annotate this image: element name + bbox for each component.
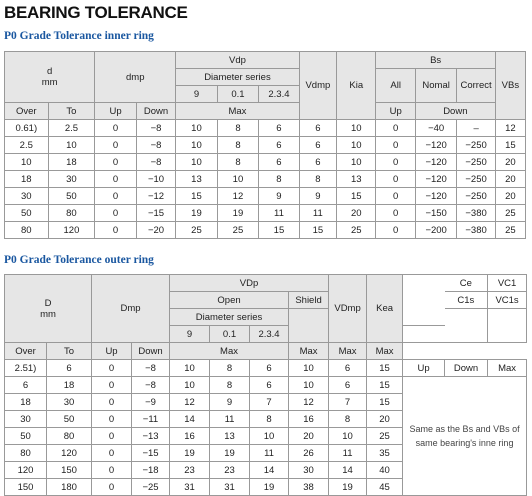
header-all: All: [376, 69, 415, 103]
header-vdmp: VDmp: [329, 275, 367, 343]
table-cell: 20: [337, 205, 376, 222]
table-cell: 11: [250, 445, 289, 462]
table-cell: 8: [259, 171, 299, 188]
table-cell: 23: [210, 462, 250, 479]
table-cell: −12: [136, 188, 175, 205]
table-cell: −15: [136, 205, 175, 222]
table-cell: 19: [210, 445, 250, 462]
table-cell: 180: [47, 479, 92, 496]
table-cell: 9: [299, 188, 336, 205]
table-row: [5, 154, 526, 171]
table-cell: 120: [47, 445, 92, 462]
table-cell: 6: [5, 377, 47, 394]
table-cell: −120: [415, 171, 457, 188]
table-cell: 13: [210, 428, 250, 445]
table-cell: 6: [259, 137, 299, 154]
table-cell: 2.51): [5, 360, 47, 377]
table-cell: 0: [92, 394, 132, 411]
table-cell: 10: [176, 120, 218, 137]
header-over: Over: [5, 103, 49, 120]
table-cell: 120: [5, 462, 47, 479]
table-cell: 0: [95, 154, 137, 171]
table-cell: 11: [259, 205, 299, 222]
table-cell: 10: [337, 154, 376, 171]
table-cell: 8: [210, 377, 250, 394]
header-series-234: 2.3.4: [250, 326, 289, 343]
table-cell: 0: [95, 137, 137, 154]
table-cell: 50: [48, 188, 95, 205]
table-cell: 20: [495, 171, 525, 188]
table-cell: 6: [250, 377, 289, 394]
table-cell: 0: [376, 120, 415, 137]
header-ce-up: Up: [403, 360, 445, 377]
header-to: To: [48, 103, 95, 120]
table-cell: 25: [337, 222, 376, 239]
table-cell: 50: [47, 411, 92, 428]
table-cell: 19: [176, 205, 218, 222]
header-d: D mm: [5, 275, 92, 343]
table-cell: −9: [132, 394, 170, 411]
header-blank-c1s: [445, 309, 488, 343]
table-cell: 6: [299, 137, 336, 154]
table-cell: −8: [132, 360, 170, 377]
table-cell: 10: [289, 377, 329, 394]
table-cell: 15: [176, 188, 218, 205]
table-cell: 8: [217, 154, 259, 171]
header-up: Up: [95, 103, 137, 120]
table-cell: −120: [415, 154, 457, 171]
header-kia: Kia: [337, 52, 376, 120]
header-blank-vc1s: [488, 309, 527, 343]
table-cell: 25: [367, 428, 403, 445]
table-cell: 10: [176, 137, 218, 154]
table-cell: 11: [299, 205, 336, 222]
header-vc1: VC1: [488, 275, 527, 292]
header-row-units: [5, 343, 527, 360]
table-cell: 0: [376, 222, 415, 239]
table-cell: −8: [136, 137, 175, 154]
header-vdp: VDp: [170, 275, 329, 292]
table-cell: 150: [5, 479, 47, 496]
table-row: [5, 377, 527, 394]
header-d: d mm: [5, 52, 95, 103]
table-cell: 30: [47, 394, 92, 411]
table-cell: 18: [48, 154, 95, 171]
header-ce: Ce: [445, 275, 488, 292]
table-cell: 16: [170, 428, 210, 445]
table-cell: −250: [457, 137, 495, 154]
table-cell: 35: [367, 445, 403, 462]
inner-ring-tolerance-table: [4, 51, 526, 239]
table-cell: 9: [210, 394, 250, 411]
table-cell: −8: [136, 120, 175, 137]
table-cell: 13: [176, 171, 218, 188]
table-cell: 31: [170, 479, 210, 496]
header-blank-c: [403, 326, 445, 343]
table-cell: 10: [176, 154, 218, 171]
table-cell: 7: [250, 394, 289, 411]
table-cell: 15: [367, 360, 403, 377]
table-cell: 11: [210, 411, 250, 428]
table-cell: 20: [495, 188, 525, 205]
outer-ring-tolerance-table: [4, 274, 527, 496]
table-cell: −120: [415, 188, 457, 205]
table-cell: 6: [329, 377, 367, 394]
table-cell: 2.5: [5, 137, 49, 154]
table-cell: 19: [217, 205, 259, 222]
table-cell: 12: [217, 188, 259, 205]
table-cell: 26: [289, 445, 329, 462]
table-cell: 80: [5, 445, 47, 462]
table-cell: 12: [495, 120, 525, 137]
table-cell: 0: [376, 154, 415, 171]
table-cell: 15: [299, 222, 336, 239]
table-cell: 10: [337, 137, 376, 154]
table-cell: 150: [47, 462, 92, 479]
header-down: Down: [136, 103, 175, 120]
header-to: To: [47, 343, 92, 360]
inner-ring-title: P0 Grade Tolerance inner ring: [4, 30, 154, 42]
header-vdmp-max: Max: [329, 343, 367, 360]
table-cell: 30: [5, 411, 47, 428]
table-cell: 12: [289, 394, 329, 411]
outer-ring-title: P0 Grade Tolerance outer ring: [4, 254, 154, 266]
table-cell: −200: [415, 222, 457, 239]
table-cell: 80: [47, 428, 92, 445]
table-cell: 0: [95, 222, 137, 239]
table-cell: 0: [92, 428, 132, 445]
table-cell: 18: [5, 171, 49, 188]
table-cell: −250: [457, 171, 495, 188]
table-row: [5, 171, 526, 188]
table-cell: −25: [132, 479, 170, 496]
table-cell: −40: [415, 120, 457, 137]
table-cell: 11: [329, 445, 367, 462]
header-c1s: C1s: [445, 292, 488, 309]
header-correct: Correct: [457, 69, 495, 103]
table-cell: 30: [5, 188, 49, 205]
table-cell: −18: [132, 462, 170, 479]
table-cell: −380: [457, 222, 495, 239]
table-cell: 0: [92, 445, 132, 462]
table-cell: −10: [136, 171, 175, 188]
table-cell: 10: [329, 428, 367, 445]
header-vdp-max: Max: [170, 343, 289, 360]
header-ce-down: Down: [445, 360, 488, 377]
table-cell: 19: [250, 479, 289, 496]
table-cell: 10: [170, 377, 210, 394]
table-cell: 12: [170, 394, 210, 411]
table-cell: 6: [250, 360, 289, 377]
header-normal: Nomal: [415, 69, 457, 103]
table-cell: 6: [299, 120, 336, 137]
table-cell: −15: [132, 445, 170, 462]
table-cell: 0: [376, 137, 415, 154]
table-cell: 14: [170, 411, 210, 428]
table-cell: 38: [289, 479, 329, 496]
table-cell: 0: [95, 188, 137, 205]
table-cell: 10: [5, 154, 49, 171]
table-cell: 13: [337, 171, 376, 188]
table-cell: 10: [289, 360, 329, 377]
table-cell: 7: [329, 394, 367, 411]
header-over: Over: [5, 343, 47, 360]
table-cell: 6: [329, 360, 367, 377]
header-up: Up: [92, 343, 132, 360]
table-cell: −8: [136, 154, 175, 171]
table-cell: 10: [170, 360, 210, 377]
table-cell: 0: [95, 120, 137, 137]
table-cell: 8: [210, 360, 250, 377]
header-shield-blank: [289, 309, 329, 343]
table-cell: 18: [47, 377, 92, 394]
table-cell: 0: [92, 360, 132, 377]
table-cell: 14: [250, 462, 289, 479]
table-cell: 10: [250, 428, 289, 445]
header-dmp: Dmp: [92, 275, 170, 343]
table-cell: 15: [259, 222, 299, 239]
table-cell: 10: [48, 137, 95, 154]
table-cell: 6: [259, 154, 299, 171]
table-cell: 50: [5, 428, 47, 445]
table-row: [5, 120, 526, 137]
table-cell: −120: [415, 137, 457, 154]
table-row: [5, 188, 526, 205]
table-cell: −150: [415, 205, 457, 222]
header-series-9: 9: [170, 326, 210, 343]
table-cell: 25: [495, 205, 525, 222]
table-cell: 6: [259, 120, 299, 137]
table-cell: 31: [210, 479, 250, 496]
table-cell: 30: [289, 462, 329, 479]
table-cell: 20: [289, 428, 329, 445]
table-cell: 0: [92, 462, 132, 479]
table-cell: 120: [48, 222, 95, 239]
table-cell: 0: [92, 479, 132, 496]
table-cell: 9: [259, 188, 299, 205]
table-cell: 23: [170, 462, 210, 479]
header-bs-up: Up: [376, 103, 415, 120]
table-cell: −250: [457, 154, 495, 171]
header-open: Open: [170, 292, 289, 309]
table-cell: 45: [367, 479, 403, 496]
header-vc1s: VC1s: [488, 292, 527, 309]
table-cell: 50: [5, 205, 49, 222]
header-bs: Bs: [376, 52, 495, 69]
table-cell: 80: [5, 222, 49, 239]
table-cell: 18: [5, 394, 47, 411]
table-cell: 0.61): [5, 120, 49, 137]
table-cell: −11: [132, 411, 170, 428]
outer-ring-note: Same as the Bs and VBs of same bearing's inne ring: [403, 377, 527, 496]
table-cell: 19: [170, 445, 210, 462]
table-cell: 40: [367, 462, 403, 479]
header-blank: [403, 275, 445, 326]
header-shield-max: Max: [289, 343, 329, 360]
table-row: [5, 137, 526, 154]
header-vdp: Vdp: [176, 52, 299, 69]
header-vc-max: Max: [488, 360, 527, 377]
header-series-234: 2.3.4: [259, 86, 299, 103]
table-cell: 80: [48, 205, 95, 222]
table-cell: 16: [289, 411, 329, 428]
table-cell: 19: [329, 479, 367, 496]
header-kea-max: Max: [367, 343, 403, 360]
table-cell: 0: [92, 411, 132, 428]
header-kea: Kea: [367, 275, 403, 343]
header-shield: Shield: [289, 292, 329, 309]
table-cell: 8: [250, 411, 289, 428]
table-cell: 25: [495, 222, 525, 239]
table-cell: 25: [176, 222, 218, 239]
table-cell: 8: [329, 411, 367, 428]
table-cell: 14: [329, 462, 367, 479]
header-series-9: 9: [176, 86, 218, 103]
table-cell: −20: [136, 222, 175, 239]
table-row: [5, 222, 526, 239]
header-dmp: dmp: [95, 52, 176, 103]
table-cell: 0: [376, 171, 415, 188]
header-down: Down: [132, 343, 170, 360]
table-cell: 15: [367, 377, 403, 394]
table-cell: −380: [457, 205, 495, 222]
header-max: Max: [176, 103, 299, 120]
table-cell: 15: [367, 394, 403, 411]
header-diameter-series: Diameter series: [176, 69, 299, 86]
table-cell: 20: [367, 411, 403, 428]
table-cell: −13: [132, 428, 170, 445]
header-bs-down: Down: [415, 103, 495, 120]
table-cell: 8: [217, 120, 259, 137]
table-cell: –: [457, 120, 495, 137]
table-cell: 0: [92, 377, 132, 394]
header-series-01: 0.1: [217, 86, 259, 103]
table-cell: 6: [47, 360, 92, 377]
table-cell: 30: [48, 171, 95, 188]
table-cell: −8: [132, 377, 170, 394]
table-cell: 10: [217, 171, 259, 188]
header-series-01: 0.1: [210, 326, 250, 343]
table-cell: 0: [376, 188, 415, 205]
table-cell: 15: [495, 137, 525, 154]
table-cell: 10: [337, 120, 376, 137]
header-vbs: VBs: [495, 52, 525, 120]
table-cell: 0: [95, 205, 137, 222]
table-cell: −250: [457, 188, 495, 205]
table-cell: 20: [495, 154, 525, 171]
page-title: BEARING TOLERANCE: [4, 3, 188, 22]
table-cell: 25: [217, 222, 259, 239]
table-cell: 15: [337, 188, 376, 205]
table-cell: 0: [95, 171, 137, 188]
header-vdmp: Vdmp: [299, 52, 336, 120]
table-row: [5, 360, 527, 377]
table-cell: 8: [217, 137, 259, 154]
table-cell: 2.5: [48, 120, 95, 137]
table-row: [5, 205, 526, 222]
table-cell: 6: [299, 154, 336, 171]
header-diameter-series: Diameter series: [170, 309, 289, 326]
table-cell: 8: [299, 171, 336, 188]
table-cell: 0: [376, 205, 415, 222]
